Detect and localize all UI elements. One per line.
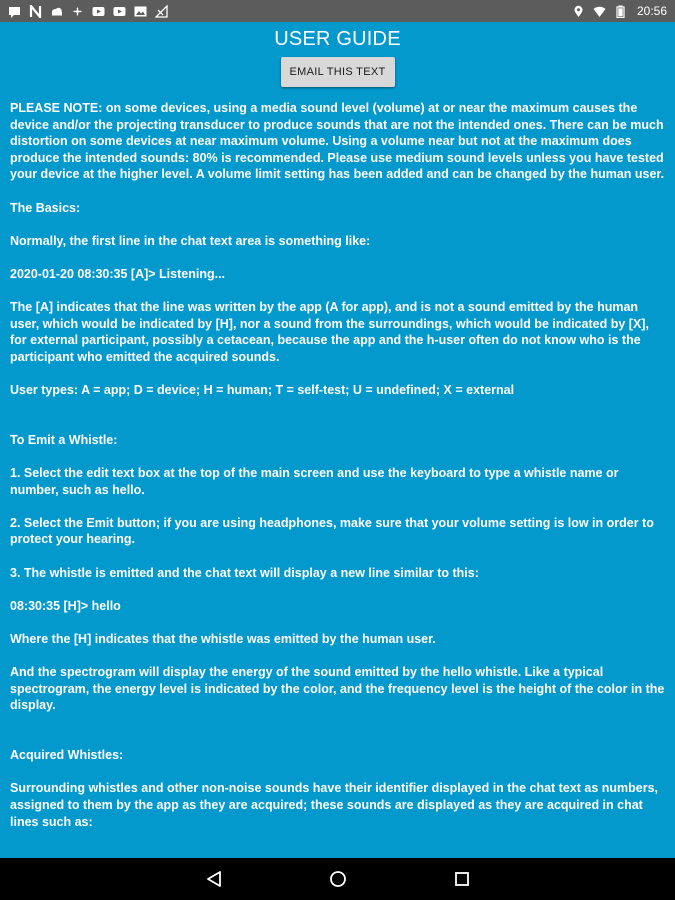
- paragraph-step-1: 1. Select the edit text box at the top of the main screen and use the keyboard to type a whistle name or number, such as hello.: [10, 466, 619, 497]
- paragraph-first-line: Normally, the first line in the chat text area is something like:: [10, 233, 371, 248]
- status-notifications: [8, 5, 168, 18]
- youtube-icon: [92, 5, 105, 18]
- back-icon[interactable]: [204, 869, 224, 889]
- status-system: [572, 4, 667, 18]
- paragraph-h-indicator: Where the [H] indicates that the whistle was emitted by the human user.: [10, 632, 436, 646]
- status-time: 20:56: [636, 4, 667, 18]
- heading-emit-whistle: To Emit a Whistle:: [10, 432, 118, 447]
- cloud-icon: [50, 5, 63, 18]
- paragraph-listening-example: 2020-01-20 08:30:35 [A]> Listening...: [10, 266, 226, 281]
- signal-off-icon: [155, 5, 168, 18]
- heading-acquired-whistles: Acquired Whistles:: [10, 748, 124, 763]
- location-icon: [572, 5, 585, 18]
- paragraph-step-2: 2. Select the Emit button; if you are using headphones, make sure that your volume setting is low in order to protect your hearing.: [10, 515, 654, 547]
- user-guide-screen[interactable]: [0, 22, 675, 858]
- home-icon[interactable]: [328, 869, 348, 889]
- paragraph-hello-example: 08:30:35 [H]> hello: [10, 598, 121, 613]
- guide-text: [0, 100, 675, 830]
- wifi-icon: [593, 5, 606, 18]
- status-bar: [0, 0, 675, 22]
- paragraph-acquired: Surrounding whistles and other non-noise sounds have their identifier displayed in the chat text as numbers, assigned to them by the app as they are acquired; these sounds are displayed as they are acquired in chat lines such as:: [10, 781, 659, 829]
- heading-basics: The Basics:: [10, 200, 81, 215]
- recents-icon[interactable]: [452, 869, 472, 889]
- email-text-button[interactable]: EMAIL THIS TEXT: [281, 57, 395, 87]
- paragraph-spectrogram: And the spectrogram will display the energy of the sound emitted by the hello whistle. Like a typical spectrogram, the energy level is indicated by the color, and the frequency level is the height of the color in the display.: [10, 665, 665, 713]
- n-icon: [29, 5, 42, 18]
- paragraph-a-indicator: The [A] indicates that the line was written by the app (A for app), and is not a sound emitted by the human user, which would be indicated by [H], nor a sound from the surroundings, which would be indicated by [X], for external participant, possibly a cetacean, because the app and the h-user often do not know who is the participant who emitted the acquired sounds.: [10, 300, 649, 364]
- button-container: [0, 57, 675, 87]
- paragraph-user-types: User types: A = app; D = device; H = human; T = self-test; U = undefined; X = external: [10, 383, 515, 398]
- image-icon: [134, 5, 147, 18]
- battery-icon: [614, 5, 627, 18]
- page-title: USER GUIDE: [274, 28, 401, 50]
- navigation-bar: [0, 858, 675, 900]
- paragraph-note: PLEASE NOTE: on some devices, using a media sound level (volume) at or near the maximum causes the device and/or the projecting transducer to produce sounds that are not the intended ones. There can be much distortion on some devices at near maximum volume. Using a volume near but not at the maximum does produce the intended sounds: 80% is recommended. Please use medium sound levels unless you have tested your device at the higher level. A volume limit setting has been added and can be changed by the human user.: [10, 101, 665, 182]
- message-icon: [8, 5, 21, 18]
- youtube-icon: [113, 5, 126, 18]
- paragraph-step-3: 3. The whistle is emitted and the chat text will display a new line similar to this:: [10, 565, 479, 580]
- fan-icon: [71, 5, 84, 18]
